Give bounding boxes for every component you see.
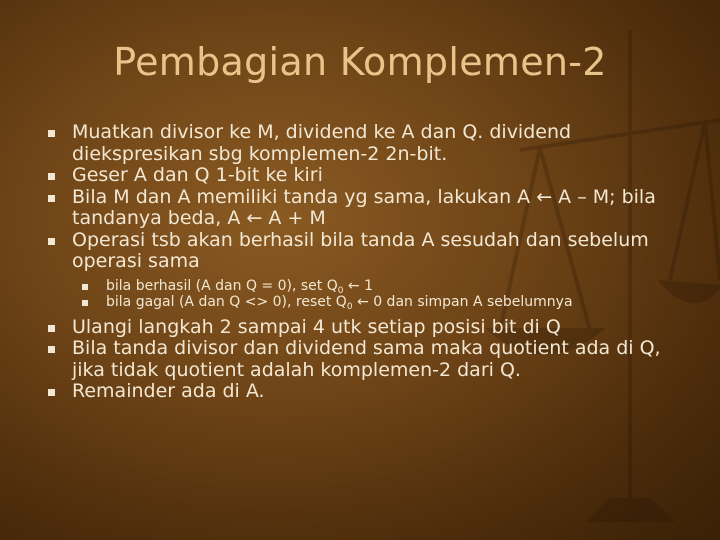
bullet-text: Remainder ada di A. [72,380,265,402]
subscript: 0 [346,302,353,312]
square-bullet-icon [48,130,55,137]
list-item [48,381,688,403]
bullet-text: Muatkan divisor ke M, dividend ke A dan Q. dividend diekspresikan sbg komplemen-2 2n-bit. [72,121,572,165]
square-bullet-icon [82,284,88,290]
list-item [48,122,688,165]
square-bullet-icon [82,300,88,306]
sub-bullet-text-pre: bila gagal (A dan Q <> 0), reset Q [106,294,347,310]
subscript: 0 [337,285,344,296]
square-bullet-icon [48,195,55,202]
list-item [48,165,688,187]
sub-bullet-text-post: ← 1 [343,277,374,294]
list-item [48,230,688,273]
bullet-text: Geser A dan Q 1-bit ke kiri [72,164,323,186]
square-bullet-icon [48,389,55,396]
sub-bullet-text-post: ← 0 dan simpan A sebelumnya [352,294,573,310]
slide-body [48,122,688,403]
square-bullet-icon [48,238,55,245]
bullet-text: Bila tanda divisor dan dividend sama maka quotient ada di Q, jika tidak quotient adalah komplemen-2 dari Q. [72,337,661,381]
bullet-list-bottom [48,317,688,403]
bullet-list-top [48,122,688,273]
square-bullet-icon [48,346,55,353]
square-bullet-icon [48,173,55,180]
sub-bullet-list [48,279,688,311]
sub-list-item [82,295,688,311]
sub-list-item [82,279,688,295]
list-item [48,338,688,381]
list-item [48,317,688,339]
list-item [48,187,688,230]
square-bullet-icon [48,325,55,332]
bullet-text: Operasi tsb akan berhasil bila tanda A sesudah dan sebelum operasi sama [72,228,649,272]
sub-bullet-text-pre: bila berhasil (A dan Q = 0), set Q [106,277,338,294]
bullet-text: Ulangi langkah 2 sampai 4 utk setiap posisi bit di Q [72,315,561,338]
slide-title: Pembagian Komplemen-2 [113,40,607,84]
bullet-text: Bila M dan A memiliki tanda yg sama, lakukan A ← A – M; bila tandanya beda, A ← A + M [72,185,656,229]
